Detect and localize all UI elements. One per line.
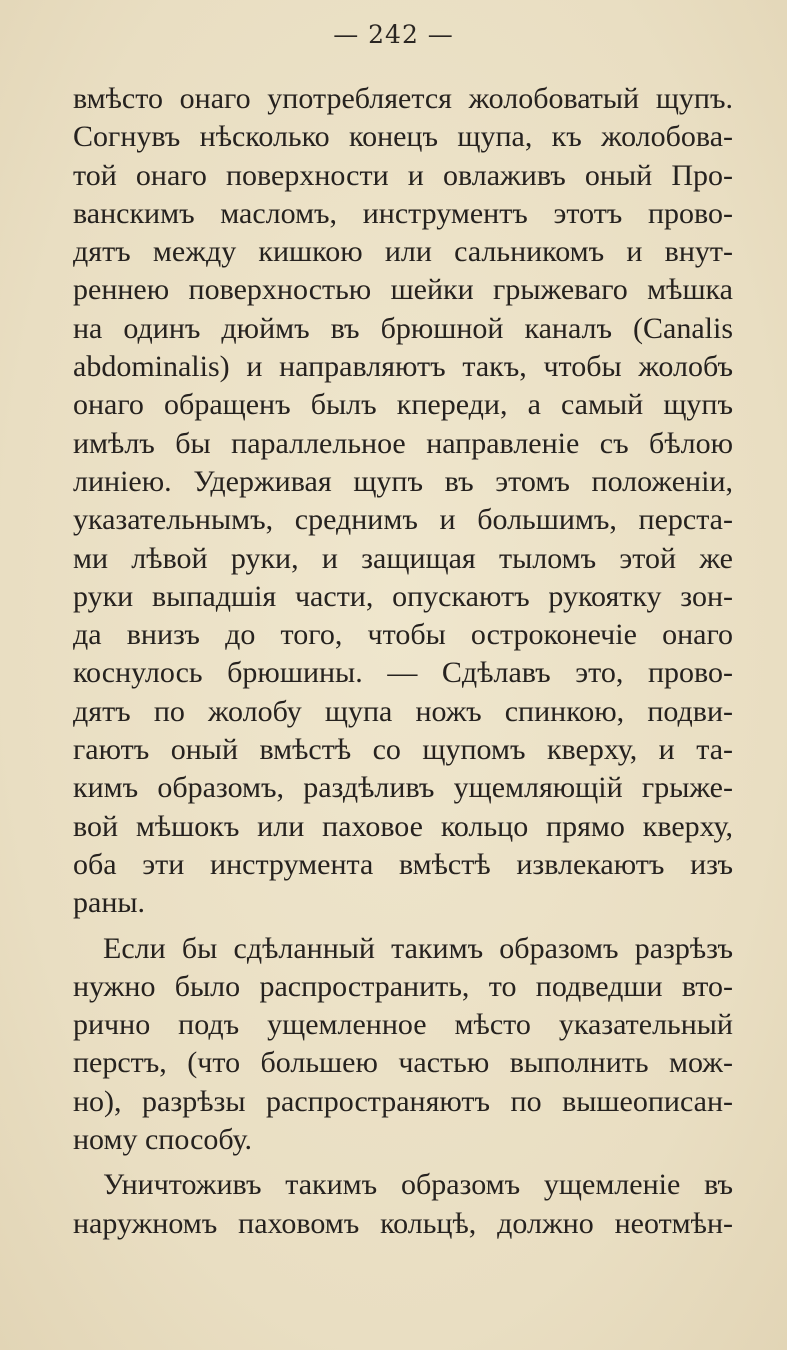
text-line: руки выпадшія части, опускаютъ рукоятку зон- — [73, 579, 733, 613]
body-text — [73, 80, 733, 1243]
text-line: раны. — [73, 886, 146, 920]
paragraph-3 — [73, 1166, 733, 1243]
paragraph-2 — [73, 930, 733, 1160]
text-line: той онаго поверхности и овлаживъ оный Про- — [73, 158, 733, 192]
text-line: гаютъ оный вмѣстѣ со щупомъ кверху, и та- — [73, 733, 733, 767]
text-line: Согнувъ нѣсколько конецъ щупа, къ жолобова- — [73, 120, 733, 154]
paragraph-1 — [73, 80, 733, 923]
text-line: рично подъ ущемленное мѣсто указательный — [73, 1008, 733, 1042]
text-line: ми лѣвой руки, и защищая тыломъ этой же — [73, 541, 733, 575]
text-line: нужно было распространить, то подведши вто- — [73, 969, 733, 1003]
text-line: ному способу. — [73, 1123, 253, 1157]
text-line: вмѣсто онаго употребляется жолобоватый щупъ. — [73, 82, 733, 115]
page-number: — 242 — — [333, 20, 454, 49]
text-line: оба эти инструмента вмѣстѣ извлекаютъ изъ — [73, 847, 733, 881]
text-line: указательнымъ, среднимъ и большимъ, перста- — [73, 503, 733, 537]
text-line: Уничтоживъ такимъ образомъ ущемленіе въ — [103, 1168, 733, 1202]
text-line: дятъ по жолобу щупа ножъ спинкою, подви- — [73, 694, 733, 728]
text-line: имѣлъ бы параллельное направленіе съ бѣлою — [73, 426, 733, 460]
text-line: коснулось брюшины. — Сдѣлавъ это, прово- — [73, 656, 733, 690]
text-line: реннею поверхностью шейки грыжеваго мѣшка — [73, 273, 733, 307]
text-line: ванскимъ масломъ, инструментъ этотъ прово- — [73, 196, 733, 230]
text-line: abdominalis) и направляютъ такъ, чтобы жолобъ — [73, 350, 733, 384]
text-line: да внизъ до того, чтобы остроконечіе онаго — [73, 618, 733, 652]
text-line: наружномъ паховомъ кольцѣ, должно неотмѣн- — [73, 1206, 733, 1240]
text-line: кимъ образомъ, раздѣливъ ущемляющій грыже- — [73, 771, 733, 805]
text-line: вой мѣшокъ или паховое кольцо прямо кверху, — [73, 809, 733, 843]
text-line: Если бы сдѣланный такимъ образомъ разрѣзъ — [103, 931, 733, 965]
text-line: линіею. Удерживая щупъ въ этомъ положеніи, — [73, 464, 733, 498]
text-line: на одинъ дюймъ въ брюшной каналъ (Canalis — [73, 311, 733, 345]
text-line: онаго обращенъ былъ кпереди, а самый щупъ — [73, 388, 733, 422]
text-line: но), разрѣзы распространяютъ по вышеописан- — [73, 1084, 733, 1118]
text-line: дятъ между кишкою или сальникомъ и внут- — [73, 235, 733, 269]
text-line: перстъ, (что большею частью выполнить мож- — [73, 1046, 733, 1080]
